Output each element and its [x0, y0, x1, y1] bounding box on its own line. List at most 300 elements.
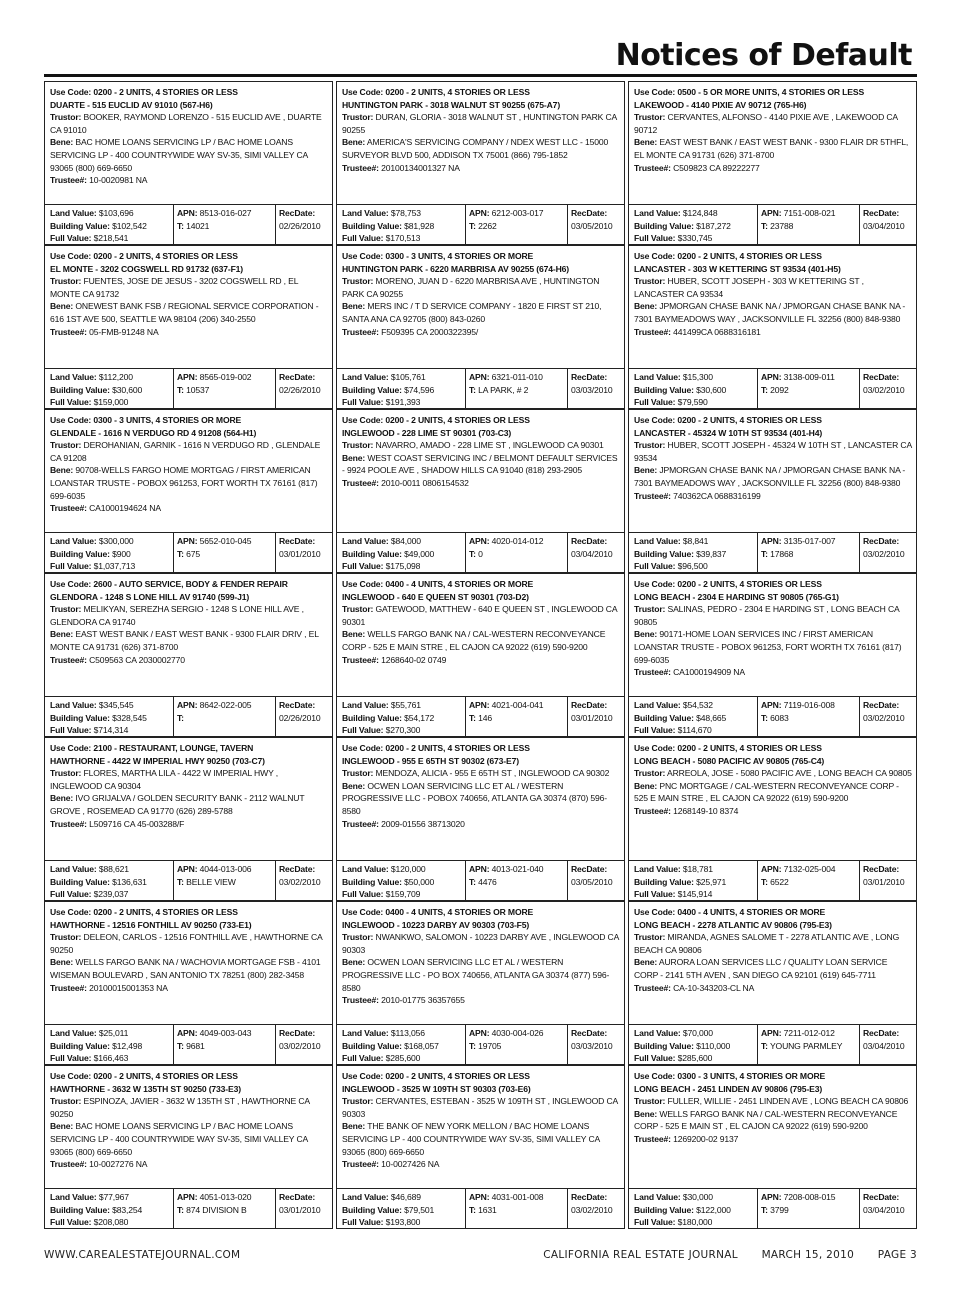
land-value-label: Land Value: [634, 1192, 681, 1202]
building-value [342, 1204, 462, 1217]
beneficiary-value: BAC HOME LOANS SERVICING LP / BAC HOME LOANS SERVICING LP - 400 COUNTRYWIDE WAY SV-35, SIMI VALLEY CA 93065 (800) 669-6650 [50, 1121, 308, 1157]
building-value-amount: $79,501 [404, 1204, 435, 1215]
land-value-label: Land Value: [342, 372, 389, 382]
tract-value: 874 DIVISION B [186, 1204, 247, 1215]
full-value-label: Full Value: [634, 233, 676, 244]
trustee-number [50, 1158, 328, 1171]
full-value-amount: $193,800 [385, 1217, 421, 1228]
tract-value: BELLE VIEW [186, 876, 236, 887]
rec-date-value: 03/01/2010 [279, 548, 321, 559]
full-value-amount: $208,080 [93, 1217, 129, 1228]
rec-date-value: 02/26/2010 [279, 384, 321, 395]
trustee-number [342, 326, 620, 339]
land-value [342, 535, 462, 548]
rec-date-value: 03/01/2010 [279, 1204, 321, 1215]
full-value-label: Full Value: [342, 233, 384, 244]
use-code-value: 0200 - 2 UNITS, 4 STORIES OR LESS [677, 251, 822, 261]
apn [177, 699, 272, 712]
notice-card [628, 81, 917, 245]
use-code-value: 0300 - 3 UNITS, 4 STORIES OR MORE [93, 415, 242, 425]
trustee-number-value: 10-0020981 NA [89, 175, 148, 186]
tract [761, 1040, 856, 1053]
apn-label: APN: [469, 864, 490, 874]
land-value-amount: $30,000 [682, 1192, 713, 1202]
apn-label: APN: [177, 536, 198, 546]
tract-value: YOUNG PARMLEY [769, 1040, 843, 1051]
location: DUARTE - 515 EUCLID AV 91010 (567-H6) [50, 99, 213, 110]
location: LONG BEACH - 5080 PACIFIC AV 90805 (765-C4) [634, 755, 825, 766]
land-value-amount: $120,000 [390, 864, 426, 874]
use-code [342, 906, 620, 919]
rec-date-cell [567, 533, 624, 572]
tract-label: T: [469, 876, 476, 887]
trustor-label: Trustor: [342, 932, 374, 943]
land-value-amount: $124,848 [682, 208, 718, 218]
rec-date-label: RecDate: [571, 1028, 608, 1038]
trustor-label: Trustor: [50, 604, 82, 615]
notices-grid [44, 81, 917, 1230]
trustor-label: Trustor: [634, 932, 666, 943]
building-value-label: Building Value: [634, 1204, 694, 1215]
beneficiary-label: Bene: [342, 1121, 366, 1132]
beneficiary-label: Bene: [50, 465, 74, 476]
trustor [634, 275, 912, 300]
use-code [342, 86, 620, 99]
apn [761, 535, 856, 548]
apn [469, 699, 564, 712]
full-value [634, 232, 754, 244]
trustor-label: Trustor: [634, 112, 666, 123]
land-value-label: Land Value: [50, 1028, 97, 1038]
trustee-number-value: C509563 CA 2030002770 [89, 654, 185, 665]
land-value-amount: $25,011 [98, 1028, 129, 1038]
notice-card [44, 737, 333, 901]
beneficiary [634, 956, 912, 981]
apn-value: 7211-012-012 [783, 1028, 835, 1038]
trustor [634, 603, 912, 628]
apn-label: APN: [761, 864, 782, 874]
apn-label: APN: [469, 536, 490, 546]
use-code [634, 742, 912, 755]
rec-date-label: RecDate: [279, 700, 316, 710]
land-value [342, 371, 462, 384]
apn-cell [757, 697, 859, 736]
apn-value: 3138-009-011 [783, 372, 835, 382]
beneficiary [50, 464, 328, 502]
rec-date-value: 03/02/2010 [571, 1204, 613, 1215]
beneficiary [342, 780, 620, 818]
trustee-number-value: CA1000194624 NA [89, 503, 161, 514]
apn-label: APN: [469, 1028, 490, 1038]
tract-label: T: [177, 548, 184, 559]
values-cell [45, 861, 173, 900]
values-cell [45, 533, 173, 572]
building-value [342, 220, 462, 233]
notice-card [44, 245, 333, 409]
location: GLENDALE - 1616 N VERDUGO RD 4 91208 (564-H1) [50, 427, 257, 438]
tract-value: 14021 [186, 220, 210, 231]
use-code-label: Use Code: [634, 743, 676, 753]
full-value [50, 232, 170, 244]
apn-cell [173, 1189, 275, 1228]
rec-date-value: 02/26/2010 [279, 712, 321, 723]
property-values [629, 696, 916, 736]
trustee-number-value: 441499CA 0688316181 [673, 326, 761, 337]
trustor [634, 439, 912, 464]
rec-date-label: RecDate: [279, 536, 316, 546]
full-value [50, 724, 170, 736]
land-value-label: Land Value: [634, 536, 681, 546]
tract-label: T: [177, 1204, 184, 1215]
trustor [342, 603, 620, 628]
notice-body [337, 574, 624, 694]
trustee-number-label: Trustee#: [634, 1133, 671, 1144]
use-code-label: Use Code: [634, 579, 676, 589]
notice-card [44, 81, 333, 245]
location: INGLEWOOD - 955 E 65TH ST 90302 (673-E7) [342, 755, 519, 766]
location: LONG BEACH - 2304 E HARDING ST 90805 (765-G1) [634, 591, 839, 602]
land-value-label: Land Value: [50, 372, 97, 382]
trustee-number-label: Trustee#: [50, 1159, 87, 1170]
apn [761, 1191, 856, 1204]
land-value-label: Land Value: [634, 864, 681, 874]
notice-body [45, 410, 332, 530]
trustee-number [634, 982, 912, 995]
trustor [634, 931, 912, 956]
tract [761, 712, 856, 725]
trustor [50, 931, 328, 956]
trustor-value: FLORES, MARTHA LILA - 4422 W IMPERIAL HWY , INGLEWOOD CA 90304 [50, 768, 278, 791]
apn-value: 3135-017-007 [783, 536, 836, 546]
notice-body [629, 738, 916, 858]
trustor [50, 767, 328, 792]
rec-date-value: 02/26/2010 [279, 220, 321, 231]
building-value [50, 712, 170, 725]
trustor-value: DEROHANIAN, GARNIK - 1616 N VERDUGO RD , GLENDALE CA 91208 [50, 440, 321, 463]
building-value-amount: $168,057 [404, 1040, 439, 1051]
building-value-amount: $81,928 [404, 220, 435, 231]
beneficiary-label: Bene: [634, 780, 658, 791]
use-code-label: Use Code: [50, 579, 92, 589]
building-value [634, 384, 754, 397]
rec-date-label: RecDate: [279, 864, 316, 874]
rec-date-label: RecDate: [571, 1192, 608, 1202]
building-value-amount: $122,000 [696, 1204, 731, 1215]
building-value [342, 548, 462, 561]
full-value [634, 560, 754, 572]
full-value-label: Full Value: [50, 1217, 92, 1228]
notice-card [336, 245, 625, 409]
trustee-number [634, 490, 912, 503]
notice-card [44, 901, 333, 1065]
tract-label: T: [469, 1204, 476, 1215]
building-value-label: Building Value: [50, 712, 110, 723]
beneficiary-label: Bene: [634, 1108, 658, 1119]
use-code [50, 906, 328, 919]
trustor [342, 275, 620, 300]
full-value-amount: $96,500 [677, 561, 708, 572]
notice-body [629, 1066, 916, 1186]
tract [761, 876, 856, 889]
trustee-number [634, 1133, 912, 1146]
apn-label: APN: [761, 700, 782, 710]
full-value-label: Full Value: [342, 397, 384, 408]
apn-value: 4013-021-040 [491, 864, 544, 874]
use-code-value: 0200 - 2 UNITS, 4 STORIES OR LESS [385, 743, 530, 753]
use-code-label: Use Code: [634, 415, 676, 425]
trustee-number-label: Trustee#: [342, 654, 379, 665]
apn [469, 535, 564, 548]
location: INGLEWOOD - 640 E QUEEN ST 90301 (703-D2) [342, 591, 529, 602]
trustor-value: MENDOZA, ALICIA - 955 E 65TH ST , INGLEWOOD CA 90302 [375, 768, 610, 779]
beneficiary [342, 452, 620, 477]
full-value-label: Full Value: [50, 397, 92, 408]
full-value-label: Full Value: [634, 1053, 676, 1064]
values-cell [337, 861, 465, 900]
rec-date-label: RecDate: [279, 1192, 316, 1202]
values-cell [45, 369, 173, 408]
beneficiary-value: 90171-HOME LOAN SERVICES INC / FIRST AMERICAN LOANSTAR TRUSTE - POBOX 961253, FORT WORTH TX 76161 (817) 699-6035 [634, 629, 902, 665]
trustee-number-value: 05-FMB-91248 NA [89, 326, 159, 337]
use-code-label: Use Code: [634, 1071, 676, 1081]
notice-body [629, 246, 916, 366]
values-cell [337, 697, 465, 736]
apn [177, 1191, 272, 1204]
rec-date-cell [275, 533, 332, 572]
land-value [634, 535, 754, 548]
trustor-label: Trustor: [50, 112, 82, 123]
full-value-label: Full Value: [50, 561, 92, 572]
beneficiary-label: Bene: [634, 629, 658, 640]
apn-value: 7132-025-004 [783, 864, 836, 874]
building-value-label: Building Value: [634, 876, 694, 887]
beneficiary [50, 792, 328, 817]
location: LANCASTER - 303 W KETTERING ST 93534 (401-H5) [634, 263, 841, 274]
land-value-amount: $345,545 [98, 700, 134, 710]
land-value-amount: $78,753 [390, 208, 421, 218]
beneficiary-label: Bene: [634, 301, 658, 312]
rec-date-value: 03/02/2010 [863, 384, 905, 395]
rec-date-cell [859, 1025, 916, 1064]
full-value [50, 560, 170, 572]
location: INGLEWOOD - 3525 W 109TH ST 90303 (703-E6) [342, 1083, 531, 1094]
values-cell [629, 861, 757, 900]
beneficiary-value: ONEWEST BANK FSB / REGIONAL SERVICE CORPORATION - 616 1ST AVE 500, SEATTLE WA 98104 (206) 340-2550 [50, 301, 319, 324]
full-value-amount: $270,300 [385, 725, 421, 736]
apn [177, 371, 272, 384]
use-code [50, 414, 328, 427]
building-value-amount: $110,000 [696, 1040, 731, 1051]
trustor-value: GATEWOOD, MATTHEW - 640 E QUEEN ST , INGLEWOOD CA 90301 [342, 604, 617, 627]
beneficiary-label: Bene: [342, 957, 366, 968]
apn-label: APN: [761, 1192, 782, 1202]
land-value-amount: $112,200 [98, 372, 133, 382]
use-code [50, 86, 328, 99]
land-value-amount: $77,967 [98, 1192, 129, 1202]
building-value [634, 876, 754, 889]
rec-date-cell [567, 697, 624, 736]
building-value [342, 712, 462, 725]
beneficiary [634, 628, 912, 666]
rec-date-value: 03/04/2010 [571, 548, 613, 559]
trustee-number-value: 1268149-10 8374 [673, 805, 739, 816]
trustor-value: CERVANTES, ESTEBAN - 3525 W 109TH ST , INGLEWOOD CA 90303 [342, 1096, 618, 1119]
property-values [45, 696, 332, 736]
location: GLENDORA - 1248 S LONE HILL AV 91740 (599-J1) [50, 591, 250, 602]
apn-value: 4049-003-043 [199, 1028, 252, 1038]
tract [761, 1204, 856, 1217]
building-value-amount: $54,172 [404, 712, 435, 723]
beneficiary [634, 300, 912, 325]
trustor-value: ARREOLA, JOSE - 5080 PACIFIC AVE , LONG BEACH CA 90805 [667, 768, 912, 779]
use-code-value: 0200 - 2 UNITS, 4 STORIES OR LESS [93, 1071, 238, 1081]
trustor [50, 603, 328, 628]
beneficiary-value: MERS INC / T D SERVICE COMPANY - 1820 E FIRST ST 210, SANTA ANA CA 92705 (800) 843-0260 [342, 301, 602, 324]
apn-cell [173, 861, 275, 900]
trustor-value: CERVANTES, ALFONSO - 4140 PIXIE AVE , LAKEWOOD CA 90712 [634, 112, 898, 135]
trustee-number-label: Trustee#: [342, 818, 379, 829]
apn-value: 6212-003-017 [491, 208, 544, 218]
rec-date-cell [859, 861, 916, 900]
building-value-amount: $83,254 [112, 1204, 143, 1215]
land-value-label: Land Value: [342, 1028, 389, 1038]
full-value-amount: $159,000 [93, 397, 129, 408]
full-value [342, 232, 462, 244]
building-value [50, 1204, 170, 1217]
rec-date-value: 03/04/2010 [863, 1204, 905, 1215]
beneficiary-value: EAST WEST BANK / EAST WEST BANK - 9300 FLAIR DRIV , EL MONTE CA 91731 (626) 371-8700 [50, 629, 319, 652]
rec-date-cell [859, 533, 916, 572]
trustor-value: FUENTES, JOSE DE JESUS - 3202 COGSWELL RD , EL MONTE CA 91732 [50, 276, 299, 299]
apn-label: APN: [469, 1192, 490, 1202]
use-code-value: 0200 - 2 UNITS, 4 STORIES OR LESS [677, 743, 822, 753]
use-code-label: Use Code: [342, 87, 384, 97]
rec-date-label: RecDate: [571, 372, 608, 382]
building-value-amount: $49,000 [404, 548, 435, 559]
trustor-label: Trustor: [634, 276, 666, 287]
tract [177, 384, 272, 397]
beneficiary [342, 136, 620, 161]
tract-label: T: [469, 712, 476, 723]
rec-date-cell [567, 861, 624, 900]
full-value-amount: $145,914 [677, 889, 713, 900]
use-code-label: Use Code: [50, 87, 92, 97]
beneficiary-value: JPMORGAN CHASE BANK NA / JPMORGAN CHASE BANK NA - 7301 BAYMEADOWS WAY , JACKSONVILLE FL 32256 (800) 848-9380 [634, 465, 906, 488]
apn-cell [173, 697, 275, 736]
use-code-value: 0200 - 2 UNITS, 4 STORIES OR LESS [385, 1071, 530, 1081]
apn-value: 7151-008-021 [783, 208, 836, 218]
land-value [342, 863, 462, 876]
trustor-value: MORENO, JUAN D - 6220 MARBRISA AVE , HUNTINGTON PARK CA 90255 [342, 276, 600, 299]
use-code-label: Use Code: [634, 251, 676, 261]
beneficiary-value: WEST COAST SERVICING INC / BELMONT DEFAULT SERVICES - 9924 POOLE AVE , SHADOW HILLS CA 91040 (818) 293-2905 [342, 452, 618, 476]
building-value-label: Building Value: [634, 712, 694, 723]
tract-value: 3799 [770, 1204, 789, 1215]
building-value-label: Building Value: [342, 384, 402, 395]
trustee-number [50, 654, 328, 667]
land-value [634, 1191, 754, 1204]
tract [469, 876, 564, 889]
beneficiary [50, 136, 328, 174]
tract [761, 220, 856, 233]
full-value [634, 724, 754, 736]
beneficiary [634, 136, 912, 161]
trustee-number-label: Trustee#: [342, 477, 379, 488]
land-value [342, 207, 462, 220]
full-value [50, 1216, 170, 1228]
full-value-amount: $166,463 [93, 1053, 129, 1064]
trustee-number-value: 2009-01556 38713020 [381, 818, 465, 829]
trustor-label: Trustor: [50, 932, 82, 943]
apn-cell [173, 369, 275, 408]
apn-cell [465, 861, 567, 900]
rec-date-cell [567, 205, 624, 244]
trustee-number-value: 1269200-02 9137 [673, 1133, 739, 1144]
rec-date-cell [567, 1189, 624, 1228]
beneficiary-value: OCWEN LOAN SERVICING LLC ET AL / WESTERN PROGRESSIVE LLC - POBOX 740656, ATLANTA GA 30374 (870) 596-8580 [342, 780, 608, 816]
beneficiary-value: IVO GRIJALVA / GOLDEN SECURITY BANK - 2112 WALNUT GROVE , ROSEMEAD CA 91770 (626) 289-5788 [50, 793, 305, 816]
building-value-label: Building Value: [342, 1204, 402, 1215]
trustor-value: SALINAS, PEDRO - 2304 E HARDING ST , LONG BEACH CA 90805 [634, 604, 900, 627]
full-value [342, 396, 462, 408]
use-code [50, 578, 328, 591]
rec-date-label: RecDate: [279, 372, 316, 382]
notice-body [337, 246, 624, 366]
tract-label: T: [761, 876, 768, 887]
beneficiary-label: Bene: [634, 465, 658, 476]
land-value [50, 863, 170, 876]
beneficiary-value: AMERICA'S SERVICING COMPANY / NDEX WEST LLC - 15000 SURVEYOR BLVD 500, ADDISON TX 75001 (866) 795-1852 [342, 137, 609, 160]
property-values [337, 1188, 624, 1228]
property-values [337, 1024, 624, 1064]
notice-card [336, 737, 625, 901]
apn-label: APN: [761, 372, 782, 382]
building-value [634, 1204, 754, 1217]
footer-website[interactable]: WWW.CAREALESTATEJOURNAL.COM [44, 1249, 241, 1261]
tract-label: T: [761, 548, 768, 559]
use-code-value: 2100 - RESTAURANT, LOUNGE, TAVERN [93, 743, 254, 753]
values-cell [45, 1189, 173, 1228]
trustee-number-label: Trustee#: [50, 654, 87, 665]
building-value-label: Building Value: [50, 384, 110, 395]
use-code-label: Use Code: [634, 907, 676, 917]
apn [177, 207, 272, 220]
full-value [634, 888, 754, 900]
beneficiary-label: Bene: [634, 957, 658, 968]
trustee-number-label: Trustee#: [50, 326, 87, 337]
beneficiary-value: WELLS FARGO BANK NA / CAL-WESTERN RECONVEYANCE CORP - 525 E MAIN STRE , EL CAJON CA 92022 (619) 590-9200 [342, 629, 606, 652]
tract [469, 384, 564, 397]
trustor-value: FULLER, WILLIE - 2451 LINDEN AVE , LONG BEACH CA 90806 [667, 1096, 909, 1107]
use-code-value: 0200 - 2 UNITS, 4 STORIES OR LESS [385, 415, 530, 425]
use-code [342, 742, 620, 755]
trustee-number [634, 666, 912, 679]
trustee-number [342, 994, 620, 1007]
beneficiary-label: Bene: [342, 780, 366, 791]
building-value-label: Building Value: [342, 712, 402, 723]
property-values [337, 860, 624, 900]
full-value-label: Full Value: [634, 397, 676, 408]
land-value-label: Land Value: [50, 1192, 97, 1202]
rec-date-value: 03/05/2010 [571, 220, 613, 231]
rec-date-value: 03/04/2010 [863, 1040, 905, 1051]
trustor-label: Trustor: [50, 440, 82, 451]
property-values [45, 1024, 332, 1064]
tract [469, 220, 564, 233]
trustee-number [50, 982, 328, 995]
apn [761, 863, 856, 876]
trustor [342, 1095, 620, 1120]
